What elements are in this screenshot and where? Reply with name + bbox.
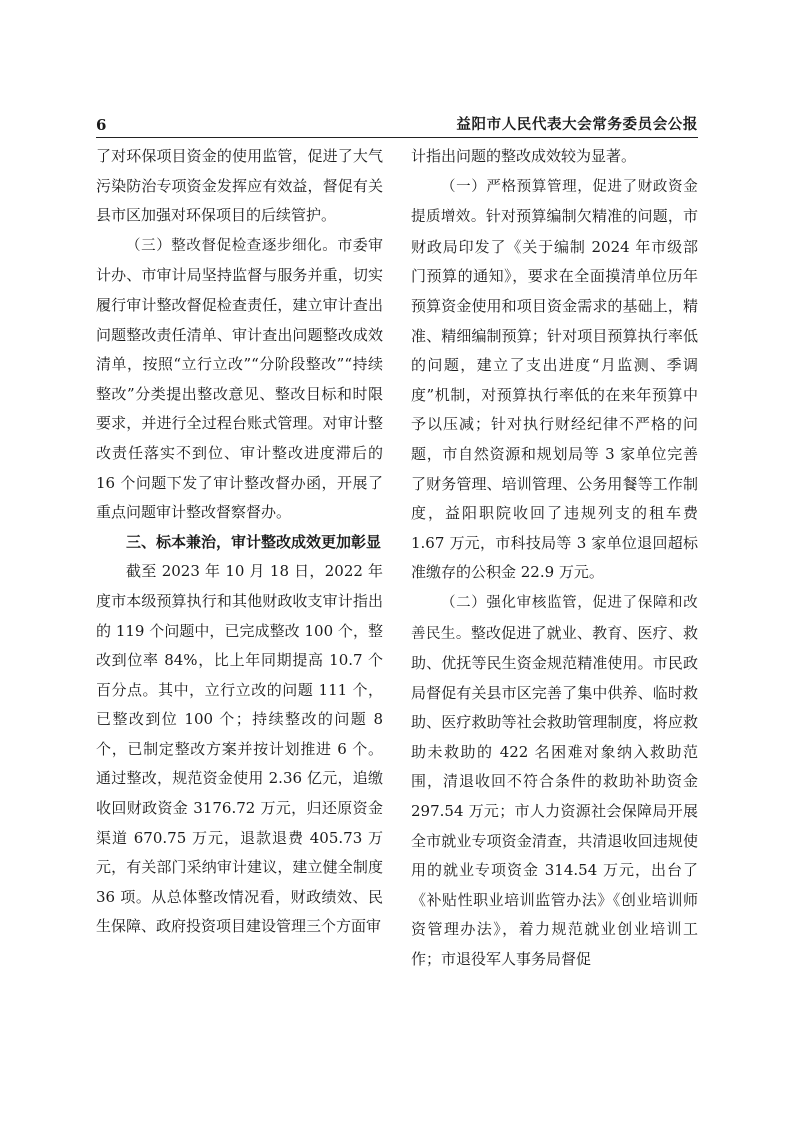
subsection-heading: （一）严格预算管理，促进了财政资金提质增效。 — [411, 178, 698, 226]
header-divider — [96, 137, 698, 138]
paragraph-text: 截至 2023 年 10 月 18 日，2022 年度市本级预算执行和其他财政收支审计指出的 119 个问题中，已完成整改 100 个，整改到位率 84%，比上年同期提高 10.7 个百分点。其中，立行立改的问题 111 个，已整改到位 100 个；持续整改的问题 8 个，已制定整改方案并按计划推进 6 个。通过整改，规范资金使用 2.36 亿元，追缴收回财政资金 3176.72 万元，归还原资金渠道 670.75 万元，退款退费 405.73 万元，有关部门采纳审计建议，建立健全制度 36 项。从总体整改情况看，财政绩效、民生保障、政府投资项目建设管理三个方面审 — [96, 562, 383, 936]
page-header — [96, 114, 698, 138]
paragraph-supervision — [96, 231, 383, 528]
paragraph-text: 针对预算编制欠精准的问题，市财政局印发了《关于编制 2024 年市级部门预算的通知》，要求在全面摸清单位历年预算资金使用和项目资金需求的基础上，精准、精细编制预算；针对项目预算执行率低的问题，建立了支出进度“月监测、季调度”机制，对预算执行率低的在来年预算中予以压减；针对执行财经纪律不严格的问题，市自然资源和规划局等 3 家单位完善了财务管理、培训管理、公务用餐等工作制度，益阳职院收回了违规列支的租车费 1.67 万元，市科技局等 3 家单位退回超标准缴存的公积金 22.9 万元。 — [411, 207, 699, 582]
paragraph-text: 计指出问题的整改成效较为显著。 — [411, 147, 637, 165]
page-number: 6 — [96, 116, 107, 134]
section-heading: 三、标本兼治，审计整改成效更加彰显 — [126, 532, 382, 551]
paragraph-continued — [411, 142, 698, 172]
paragraph-budget — [411, 172, 698, 588]
left-column — [96, 142, 383, 942]
right-column — [411, 142, 698, 975]
paragraph-text: 整改促进了就业、教育、医疗、救助、优抚等民生资金规范精准使用。市民政局督促有关县市区完善了集中供养、临时救助、医疗救助等社会救助管理制度，将应救助未救助的 422 名困难对象纳入救助范围，清退收回不符合条件的救助补助资金 297.54 万元；市人力资源社会保障局开展全市就业专项资金清查，共清退收回违规使用的就业专项资金 314.54 万元，出台了《补贴性职业培训监管办法》《创业培训师资管理办法》，着力规范就业创业培训工作；市退役军人事务局督促 — [411, 623, 698, 969]
paragraph-text: 市委审计办、市审计局坚持监督与服务并重，切实履行审计整改督促检查责任，建立审计查出问题整改责任清单、审计查出问题整改成效清单，按照“立行立改”“分阶段整改”“持续整改”分类提出整改意见、整改目标和时限要求，并进行全过程台账式管理。对审计整改责任落实不到位、审计整改进度滞后的 16 个问题下发了审计整改督办函，开展了重点问题审计整改督察督办。 — [96, 235, 383, 522]
paragraph-continued — [96, 142, 383, 231]
subsection-heading: （三）整改督促检查逐步细化。 — [126, 237, 338, 254]
journal-title: 益阳市人民代表大会常务委员会公报 — [456, 117, 698, 133]
paragraph-text: 了对环保项目资金的使用监管，促进了大气污染防治专项资金发挥应有效益，督促有关县市区加强对环保项目的后续管护。 — [96, 147, 383, 225]
paragraph-results — [96, 557, 383, 942]
subsection-heading: （二）强化审核监管，促进了保障和改善民生。 — [411, 594, 698, 642]
paragraph-livelihood — [411, 588, 698, 975]
